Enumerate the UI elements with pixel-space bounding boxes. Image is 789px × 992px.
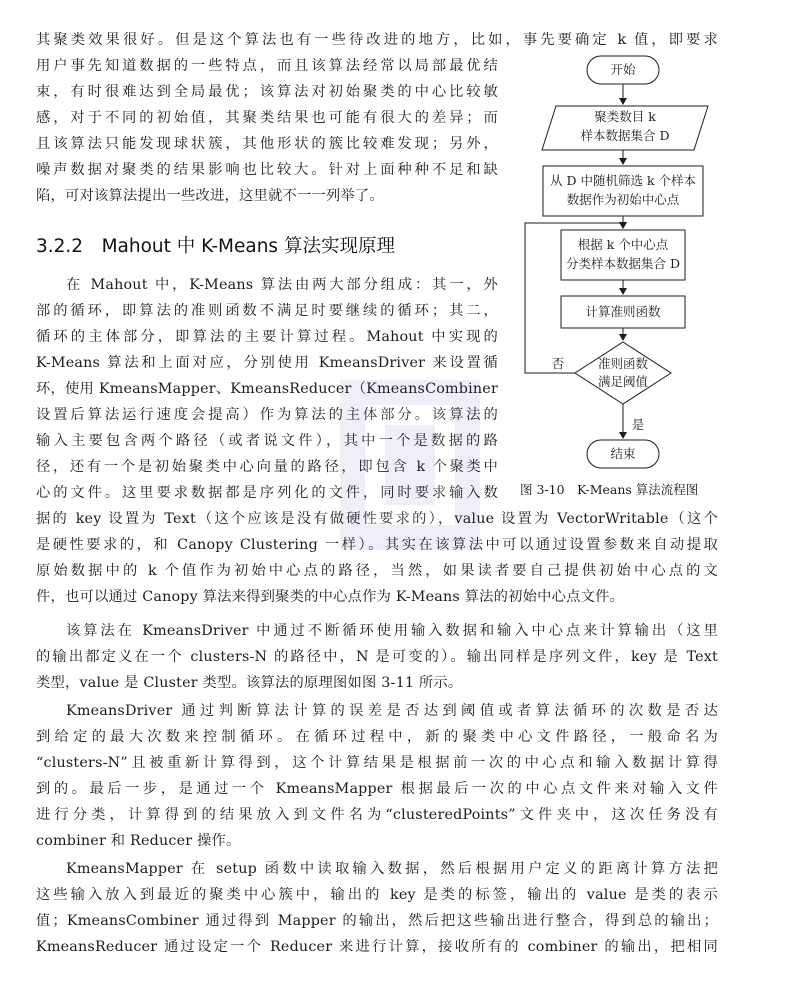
text-line: 件，也可以通过 Canopy 算法来得到聚类的中心点作为 K-Means 算法的初始中心点文件。: [36, 589, 625, 605]
text-line: “clusters-N”且被重新计算得到，这个计算结果是根据前一次的中心点和输入数据计算得: [36, 755, 718, 771]
paragraph-mapper: [36, 856, 718, 960]
text-line: KmeansMapper 在 setup 函数中读取输入数据，然后根据用户定义的距离计算方法把: [66, 861, 718, 877]
yes-branch-label: 是: [631, 417, 645, 432]
end-label: 结束: [610, 446, 636, 461]
text-line: 心的文件。这里要求数据都是序列化的文件，同时要求输入数: [36, 485, 498, 501]
text-line: 据的 key 设置为 Text（这个应该是没有做硬性要求的），value 设置为 VectorWritable（这个: [36, 511, 718, 527]
text-line: 部的循环，即算法的准则函数不满足时要继续的循环；其二，: [36, 303, 498, 319]
init-label-line2: 数据作为初始中心点: [566, 192, 680, 207]
compute-label: 计算准则函数: [585, 304, 661, 319]
text-line: KmeansDriver 通过判断算法计算的误差是否达到阈值或者算法循环的次数是否达: [66, 703, 718, 719]
text-line: 到的。最后一步，是通过一个 KmeansMapper 根据最后一次的中心点文件来对输入文件: [36, 781, 718, 797]
intro-paragraph-wrapped: [36, 53, 498, 209]
text-line: 类型，value 是 Cluster 类型。该算法的原理图如图 3-11 所示。: [36, 675, 463, 691]
text-line: 噪声数据对聚类的结果影响也比较大。针对上面种种不足和缺: [36, 162, 498, 178]
text-line: 到给定的最大次数来控制循环。在循环过程中，新的聚类中心文件路径，一般命名为: [36, 729, 718, 745]
text-line: 循环的主体部分，即算法的主要计算过程。Mahout 中实现的: [36, 329, 498, 345]
text-line: 设置后算法运行速度会提高）作为算法的主体部分。该算法的: [36, 407, 498, 423]
text-line: 束，有时很难达到全局最优；该算法对初始聚类的中心比较敏: [36, 84, 498, 100]
decision-label-line2: 满足阈值: [597, 374, 648, 389]
text-line: 该算法在 KmeansDriver 中通过不断循环使用输入数据和输入中心点来计算输出（这里: [66, 623, 718, 639]
kmeans-flowchart: [516, 44, 784, 514]
no-branch-label: 否: [551, 356, 565, 371]
figure-caption: 图 3-10 K-Means 算法流程图: [520, 482, 699, 497]
text-line: 用户事先知道数据的一些特点，而且该算法经常以局部最优结: [36, 58, 498, 74]
assign-label-line2: 分类样本数据集合 D: [566, 256, 680, 271]
text-line: 感，对于不同的初始值，其聚类结果也可能有很大的差异；而: [36, 110, 498, 126]
text-line: 在 Mahout 中，K-Means 算法由两大部分组成：其一，外: [66, 277, 498, 293]
text-line: 陷，可对该算法提出一些改进，这里就不一一列举了。: [36, 188, 384, 204]
decision-label-line1: 准则函数: [597, 356, 648, 371]
text-line: 环，使用 KmeansMapper、KmeansReducer（KmeansCombiner: [36, 381, 498, 397]
input-label-line1: 聚类数目 k: [594, 109, 656, 124]
text-line: K-Means 算法和上面对应，分别使用 KmeansDriver 来设置循: [36, 355, 498, 371]
text-line: 原始数据中的 k 个值作为初始中心点的路径，当然，如果读者要自己提供初始中心点的文: [36, 563, 718, 579]
init-label-line1: 从 D 中随机筛选 k 个样本: [550, 173, 696, 188]
section-heading: 3.2.2 Mahout 中 K-Means 算法实现原理: [36, 236, 395, 257]
text-line: 其聚类效果很好。但是这个算法也有一些待改进的地方，比如，事先要确定 k 值，即要求: [36, 32, 718, 48]
text-line: KmeansReducer 通过设定一个 Reducer 来进行计算，接收所有的 combiner 的输出，把相同: [36, 939, 718, 955]
text-line: 的输出都定义在一个 clusters-N 的路径中，N 是可变的）。输出同样是序列文件，key 是 Text: [36, 649, 718, 665]
text-line: 值；KmeansCombiner 通过得到 Mapper 的输出，然后把这些输出进行整合，得到总的输出；: [36, 913, 718, 929]
text-line: 是硬性要求的，和 Canopy Clustering 一样）。其实在该算法中可以通过设置参数来自动提取: [36, 537, 718, 553]
start-label: 开始: [610, 62, 636, 77]
text-line: 径，还有一个是初始聚类中心向量的路径，即包含 k 个聚类中: [36, 459, 498, 475]
paragraph-mahout-structure: [36, 272, 498, 506]
paragraph-driver-loop: [36, 698, 718, 854]
text-line: 输入主要包含两个路径（或者说文件），其中一个是数据的路: [36, 433, 498, 449]
paragraph-mahout-structure-full: [36, 506, 718, 610]
text-line: combiner 和 Reducer 操作。: [36, 833, 241, 849]
input-label-line2: 样本数据集合 D: [580, 128, 670, 143]
text-line: 这些输入放入到最近的聚类中心簇中，输出的 key 是类的标签，输出的 value 是类的表示: [36, 887, 718, 903]
text-line: 进行分类，计算得到的结果放入到文件名为“clusteredPoints”文件夹中，这次任务没有: [36, 807, 718, 823]
text-line: 且该算法只能发现球状簇，其他形状的簇比较难发现；另外，: [36, 136, 498, 152]
paragraph-driver-output: [36, 618, 718, 696]
assign-label-line1: 根据 k 个中心点: [577, 237, 669, 252]
